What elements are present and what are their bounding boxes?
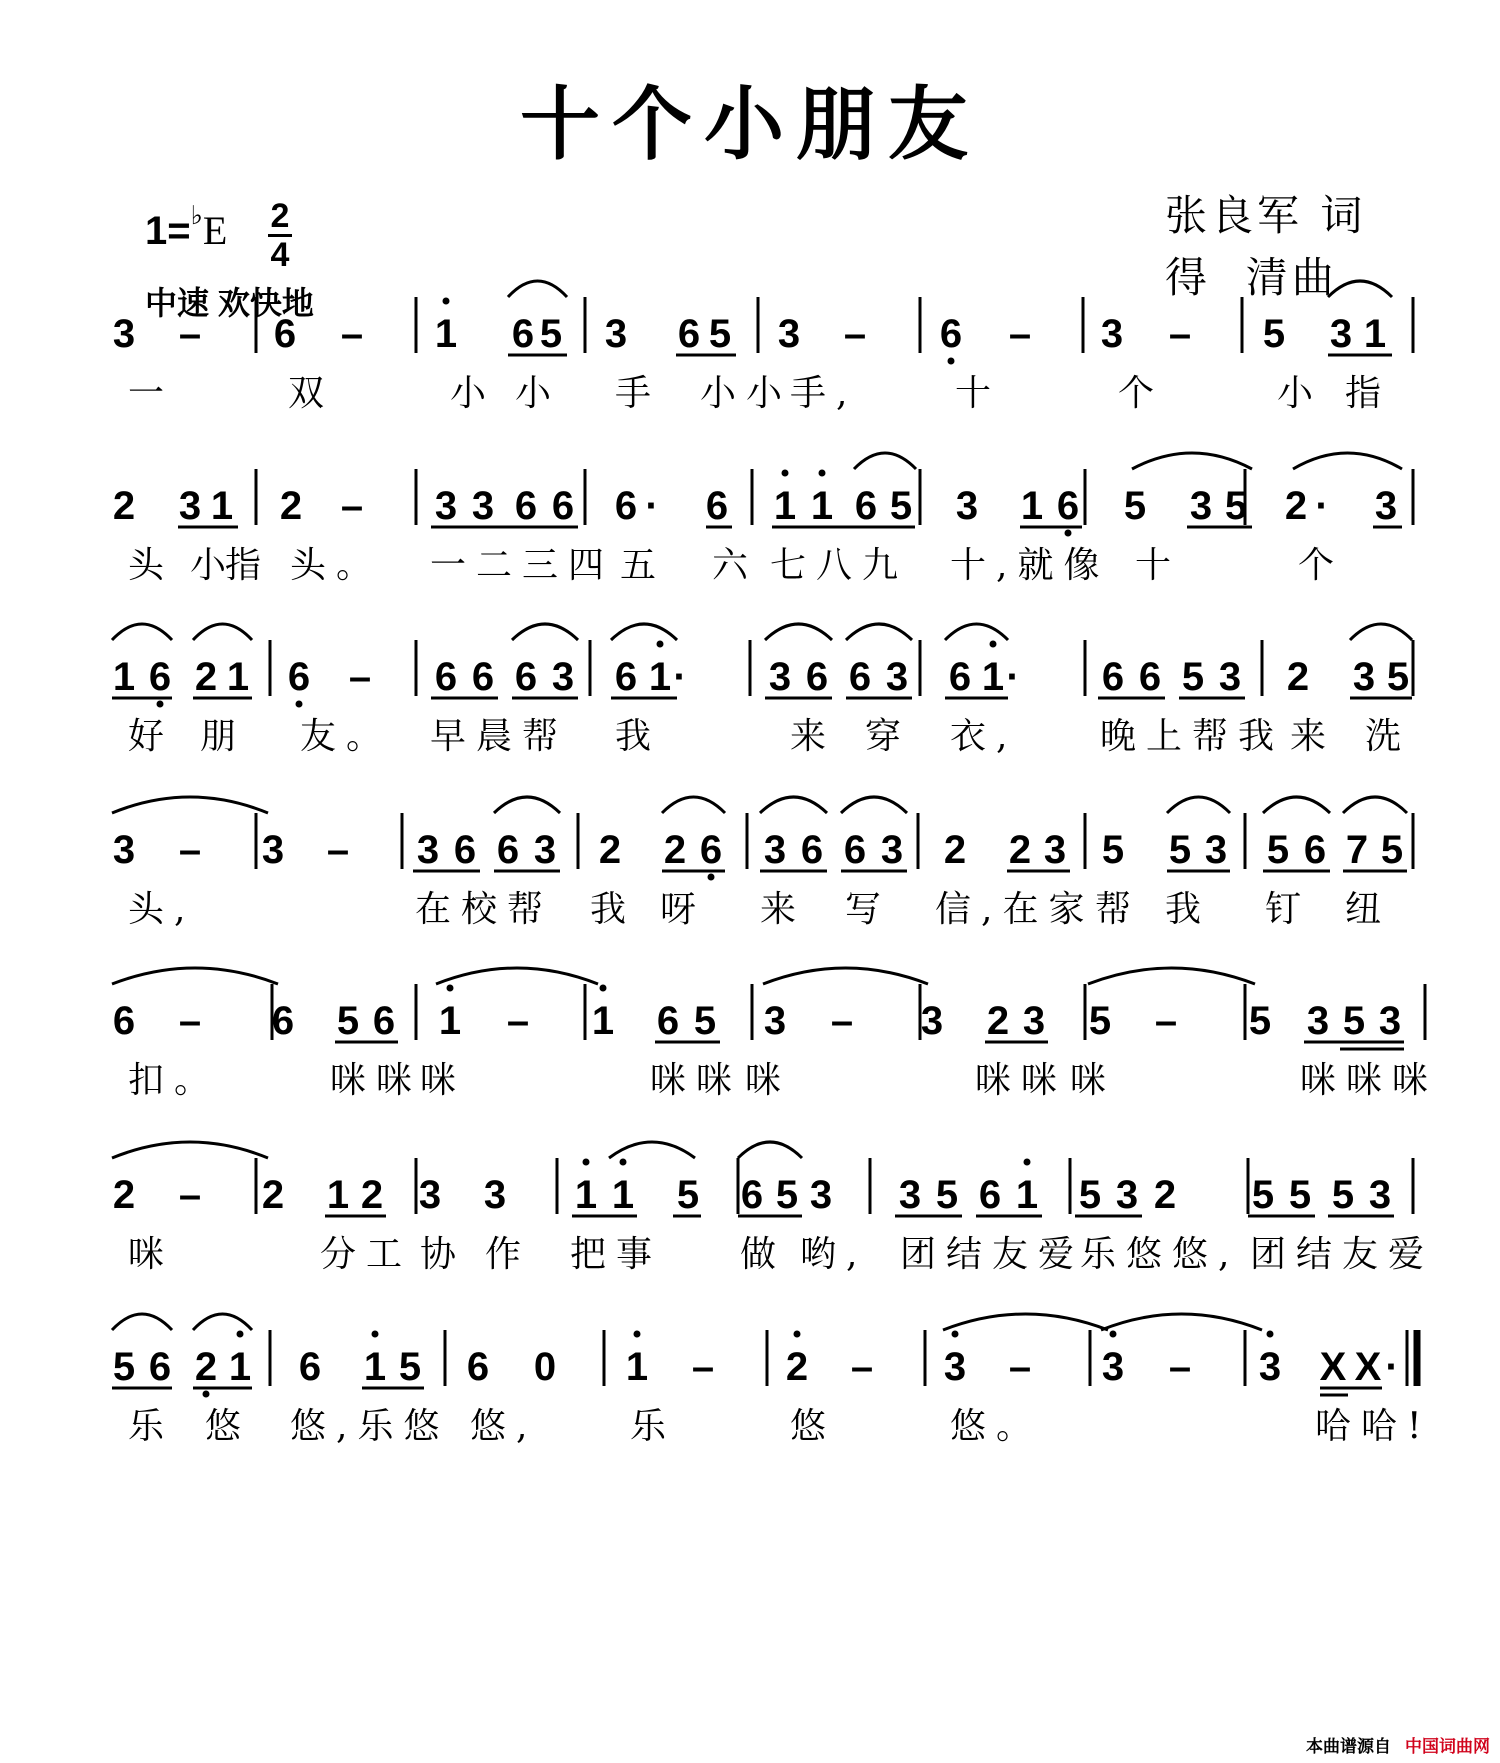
note: 6 [453, 828, 477, 872]
note: 1 [363, 1345, 387, 1389]
note: 1 [226, 655, 250, 699]
dash-note: – [348, 655, 372, 699]
low-octave-dot [948, 358, 955, 365]
high-octave-dot [583, 1159, 590, 1166]
lyric: 头 [128, 545, 175, 586]
note: 5 [1078, 1173, 1102, 1217]
note: 6 [656, 999, 680, 1043]
note: 3 [768, 655, 792, 699]
note: 6 [805, 655, 829, 699]
note: 2 [663, 828, 687, 872]
lyric: 乐 [630, 1406, 677, 1447]
note: 7 [1345, 828, 1369, 872]
note: 2 [1008, 828, 1032, 872]
note: 6 [705, 484, 729, 528]
lyric: 小 [515, 373, 562, 414]
note: 5 [1380, 828, 1404, 872]
low-octave-dot [157, 701, 164, 708]
note: 3 [1022, 999, 1046, 1043]
note: 2 [785, 1345, 809, 1389]
note: 3 [112, 828, 136, 872]
note: 5 [775, 1173, 799, 1217]
note: 5 [1288, 1173, 1312, 1217]
slur [841, 797, 907, 813]
slur [760, 797, 827, 813]
lyric: 穿 [865, 716, 912, 757]
note: 3 [1374, 484, 1398, 528]
note: 6 [148, 1345, 172, 1389]
note: 6 [514, 655, 538, 699]
note: 3 [763, 828, 787, 872]
slur [854, 453, 916, 469]
note: 2 [943, 828, 967, 872]
note: 5 [708, 312, 732, 356]
note: 3 [1189, 484, 1213, 528]
high-octave-dot [620, 1159, 627, 1166]
lyric: 小 [190, 545, 237, 586]
slur [112, 968, 278, 984]
note: 5 [1251, 1173, 1275, 1217]
lyric: 扣。 [128, 1060, 221, 1101]
note: 1 [591, 999, 615, 1043]
lyric: 悠, [470, 1406, 538, 1447]
high-octave-dot [634, 1331, 641, 1338]
lyric: 小 [1277, 373, 1324, 414]
high-octave-dot [782, 470, 789, 477]
note: 2 [986, 999, 1010, 1043]
lyric: 咪 [128, 1234, 175, 1275]
note: 3 [112, 312, 136, 356]
note: 2 [194, 655, 218, 699]
high-octave-dot [819, 470, 826, 477]
note: 2 [112, 1173, 136, 1217]
lyric: 悠 [790, 1406, 837, 1447]
lyric: 七八九 [770, 545, 909, 586]
slur [738, 1142, 802, 1158]
low-octave-dot [708, 874, 715, 881]
note: 5 [1123, 484, 1147, 528]
note: 3 [483, 1173, 507, 1217]
note: 2 [360, 1173, 384, 1217]
note: 3 [1378, 999, 1402, 1043]
note: 3 [1258, 1345, 1282, 1389]
note: 3 [533, 828, 557, 872]
slur [494, 797, 560, 813]
lyric: 十,就像 [950, 545, 1110, 586]
note: 2 [194, 1345, 218, 1389]
lyric: 咪咪咪 [1300, 1060, 1439, 1101]
dash-note: – [178, 828, 202, 872]
lyricist-credit: 张良军 词 [1165, 191, 1367, 240]
slur [1343, 797, 1407, 813]
note: 6 [148, 655, 172, 699]
lyric: 十 [1135, 545, 1182, 586]
note: 5 [935, 1173, 959, 1217]
note: 6 [614, 655, 638, 699]
note: 5 [112, 1345, 136, 1389]
note: 5 [1181, 655, 1205, 699]
note: 3 [1352, 655, 1376, 699]
note: 6 [978, 1173, 1002, 1217]
key-note: E [202, 208, 228, 253]
lyric: 我 [615, 716, 662, 757]
note: 5 [1331, 1173, 1355, 1217]
lyric: 指 [225, 545, 272, 586]
note: 2 [261, 1173, 285, 1217]
note: 3 [955, 484, 979, 528]
note: 3 [178, 484, 202, 528]
note: 3 [416, 828, 440, 872]
dash-note: – [1168, 312, 1192, 356]
note: 3 [880, 828, 904, 872]
note: 1 [1363, 312, 1387, 356]
note: 3 [1115, 1173, 1139, 1217]
note: 5 [539, 312, 563, 356]
note: 6 [854, 484, 878, 528]
dash-note: – [850, 1345, 874, 1389]
note: 3 [1204, 828, 1228, 872]
note: 6 [1138, 655, 1162, 699]
note: 3 [471, 484, 495, 528]
note: 6 [551, 484, 575, 528]
note: 1 [326, 1173, 350, 1217]
note: 5 [889, 484, 913, 528]
lyric: 一 [128, 373, 175, 414]
dot-duration: · [673, 655, 687, 699]
slur [112, 624, 172, 640]
note: 1 [981, 655, 1005, 699]
lyric: 作 [485, 1234, 532, 1275]
note: 6 [843, 828, 867, 872]
slur [611, 624, 677, 640]
note: 6 [614, 484, 638, 528]
note: 5 [1386, 655, 1410, 699]
high-octave-dot [447, 985, 454, 992]
high-octave-dot [237, 1331, 244, 1338]
note: 2 [1153, 1173, 1177, 1217]
note: 6 [848, 655, 872, 699]
slur [112, 1142, 268, 1158]
lyric: 小 [450, 373, 497, 414]
dot-duration: · [645, 484, 659, 528]
note: 6 [471, 655, 495, 699]
note: 3 [763, 999, 787, 1043]
lyric: 纽 [1345, 889, 1392, 930]
note: 3 [943, 1345, 967, 1389]
lyric: 团结友爱 [900, 1234, 1085, 1275]
lyric: 咪 [420, 1060, 467, 1101]
note: X [1319, 1345, 1347, 1389]
lyric: 咪咪 [650, 1060, 743, 1101]
footer-source-label: 本曲谱源自 [1306, 1737, 1391, 1756]
slur [1293, 453, 1402, 469]
lyric: 手 [615, 373, 662, 414]
slur [512, 624, 578, 640]
lyric: 在校帮 [415, 889, 554, 930]
slur [508, 281, 567, 297]
lyric: 哟, [800, 1234, 868, 1275]
note: 1 [438, 999, 462, 1043]
lyric: 六 [712, 545, 759, 586]
lyric: 友。 [300, 716, 393, 757]
note: 6 [466, 1345, 490, 1389]
slur [436, 968, 598, 984]
lyric: 我 [1165, 889, 1212, 930]
note: 3 [920, 999, 944, 1043]
dash-note: – [691, 1345, 715, 1389]
note: 6 [298, 1345, 322, 1389]
lyric: 指 [1345, 373, 1392, 414]
footer [1306, 1732, 1490, 1757]
lyric: 早晨帮 [430, 716, 569, 757]
lyric: 洗 [1365, 716, 1412, 757]
low-octave-dot [296, 701, 303, 708]
dash-note: – [506, 999, 530, 1043]
note: 2 [112, 484, 136, 528]
note: 2 [1284, 484, 1308, 528]
lyric: 做 [740, 1234, 787, 1275]
slur [1088, 968, 1255, 984]
note: 3 [1306, 999, 1330, 1043]
note: 6 [273, 312, 297, 356]
note: 3 [1329, 312, 1353, 356]
high-octave-dot [657, 641, 664, 648]
note: 1 [1015, 1173, 1039, 1217]
lyric: 分工 [320, 1234, 413, 1275]
slur [112, 1314, 172, 1330]
lyric: 乐悠悠, [1080, 1234, 1240, 1275]
note: 5 [676, 1173, 700, 1217]
note: 1 [210, 484, 234, 528]
note: 3 [1101, 1345, 1125, 1389]
high-octave-dot [443, 298, 450, 305]
lyric: 来 [760, 889, 807, 930]
lyric: 把事 [570, 1234, 663, 1275]
note: 6 [948, 655, 972, 699]
slur [846, 624, 912, 640]
note: 6 [271, 999, 295, 1043]
note: 5 [1224, 484, 1248, 528]
time-signature-denominator: 4 [270, 236, 290, 274]
note: 1 [228, 1345, 252, 1389]
key-signature: 1=♭E [145, 200, 228, 253]
note: 6 [800, 828, 824, 872]
lyric: 十 [955, 373, 1002, 414]
page-title: 十个小朋友 [520, 77, 980, 171]
note: 0 [533, 1345, 557, 1389]
dash-note: – [843, 312, 867, 356]
lyric: 一二三四 [430, 545, 615, 586]
note: X [1354, 1345, 1382, 1389]
lyric: 钉 [1265, 889, 1312, 930]
lyric: 悠。 [950, 1406, 1043, 1447]
slur [943, 1314, 1108, 1330]
lyric: 信,在家 [935, 889, 1095, 930]
lyric: 团结友爱 [1250, 1234, 1435, 1275]
dash-note: – [178, 999, 202, 1043]
note: 6 [740, 1173, 764, 1217]
note: 1 [1020, 484, 1044, 528]
lyric: 悠,乐悠 [290, 1406, 450, 1447]
note: 6 [112, 999, 136, 1043]
lyric: 头, [128, 889, 196, 930]
note: 3 [418, 1173, 442, 1217]
dash-note: – [1154, 999, 1178, 1043]
note: 6 [699, 828, 723, 872]
note: 1 [625, 1345, 649, 1389]
lyric: 来 [1290, 716, 1337, 757]
lyric: 五 [620, 545, 667, 586]
tempo-marking: 中速 欢快地 [145, 285, 314, 321]
lyric: 个 [1298, 545, 1345, 586]
note: 2 [598, 828, 622, 872]
note: 6 [1303, 828, 1327, 872]
note: 2 [279, 484, 303, 528]
note: 3 [1368, 1173, 1392, 1217]
note: 5 [1168, 828, 1192, 872]
lyric: 衣, [950, 716, 1018, 757]
dot-duration: · [1385, 1345, 1399, 1389]
lyric: 协 [420, 1234, 467, 1275]
slur [1328, 281, 1392, 297]
lyric: 悠 [205, 1406, 252, 1447]
high-octave-dot [794, 1331, 801, 1338]
note: 1 [810, 484, 834, 528]
low-octave-dot [203, 1391, 210, 1398]
note: 5 [398, 1345, 422, 1389]
note: 6 [372, 999, 396, 1043]
high-octave-dot [372, 1331, 379, 1338]
high-octave-dot [952, 1331, 959, 1338]
note: 1 [648, 655, 672, 699]
note: 3 [885, 655, 909, 699]
lyric: 晚上帮我 [1100, 716, 1285, 757]
note: 6 [434, 655, 458, 699]
note: 5 [1342, 999, 1366, 1043]
slur [193, 1314, 252, 1330]
slur [1350, 624, 1412, 640]
lyric: 手, [790, 373, 858, 414]
note: 3 [551, 655, 575, 699]
note: 6 [1056, 484, 1080, 528]
dash-note: – [178, 312, 202, 356]
lyric: 写 [845, 889, 892, 930]
note: 6 [939, 312, 963, 356]
note: 1 [112, 655, 136, 699]
note: 6 [511, 312, 535, 356]
note: 5 [1262, 312, 1286, 356]
high-octave-dot [1024, 1159, 1031, 1166]
note: 5 [1266, 828, 1290, 872]
note: 3 [261, 828, 285, 872]
lyric: 咪咪 [975, 1060, 1068, 1101]
high-octave-dot [990, 641, 997, 648]
note: 6 [496, 828, 520, 872]
lyric: 朋 [200, 716, 247, 757]
note: 3 [777, 312, 801, 356]
slur [609, 1142, 695, 1158]
note: 6 [677, 312, 701, 356]
note: 3 [604, 312, 628, 356]
lyric: 咪 [1070, 1060, 1117, 1101]
note: 1 [773, 484, 797, 528]
slur [1132, 453, 1252, 469]
note: 1 [574, 1173, 598, 1217]
note: 5 [1088, 999, 1112, 1043]
flat-sign: ♭ [190, 200, 203, 230]
lyric: 来 [790, 716, 837, 757]
slur [1101, 1314, 1262, 1330]
slur [662, 797, 725, 813]
lyric: 呀 [660, 889, 707, 930]
lyric: 我 [590, 889, 637, 930]
note: 3 [1218, 655, 1242, 699]
low-octave-dot [1065, 530, 1072, 537]
lyric: 好 [128, 716, 175, 757]
high-octave-dot [600, 985, 607, 992]
dash-note: – [340, 312, 364, 356]
note: 6 [287, 655, 311, 699]
lyric: 头。 [290, 545, 383, 586]
lyric: 咪咪 [330, 1060, 423, 1101]
slur [765, 624, 832, 640]
note: 5 [1101, 828, 1125, 872]
high-octave-dot [1110, 1331, 1117, 1338]
lyric: 小小 [700, 373, 793, 414]
composer-credit: 得 清曲 [1165, 253, 1338, 302]
dash-note: – [1168, 1345, 1192, 1389]
dash-note: – [178, 1173, 202, 1217]
footer-site-link[interactable]: 中国词曲网 [1405, 1737, 1490, 1756]
lyric: 哈哈! [1315, 1406, 1432, 1447]
dot-duration: · [1315, 484, 1329, 528]
dash-note: – [1008, 312, 1032, 356]
note: 1 [434, 312, 458, 356]
lyric: 乐 [128, 1406, 175, 1447]
slur [1167, 797, 1230, 813]
lyric: 双 [288, 373, 335, 414]
slur [945, 624, 1008, 640]
lyric: 咪 [745, 1060, 792, 1101]
note: 3 [434, 484, 458, 528]
high-octave-dot [1267, 1331, 1274, 1338]
dash-note: – [830, 999, 854, 1043]
dash-note: – [340, 484, 364, 528]
note: 6 [514, 484, 538, 528]
slur [1263, 797, 1330, 813]
lyric: 个 [1118, 373, 1165, 414]
note: 1 [611, 1173, 635, 1217]
slur [193, 624, 252, 640]
note: 5 [336, 999, 360, 1043]
slur [112, 797, 268, 813]
note: 2 [1286, 655, 1310, 699]
note: 3 [809, 1173, 833, 1217]
lyric: 帮 [1095, 889, 1142, 930]
note: 6 [1101, 655, 1125, 699]
note: 5 [693, 999, 717, 1043]
note: 5 [1248, 999, 1272, 1043]
note: 3 [898, 1173, 922, 1217]
dash-note: – [1008, 1345, 1032, 1389]
slur [763, 968, 928, 984]
time-signature-numerator: 2 [268, 198, 292, 237]
note: 3 [1043, 828, 1067, 872]
dash-note: – [326, 828, 350, 872]
dot-duration: · [1006, 655, 1020, 699]
note: 3 [1100, 312, 1124, 356]
